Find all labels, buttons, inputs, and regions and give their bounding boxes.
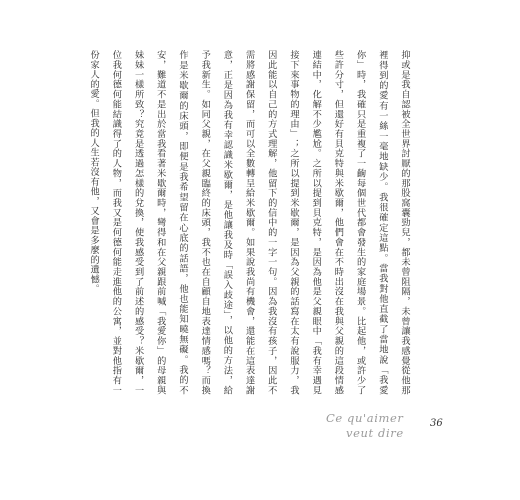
page-number: 36 [430,418,443,429]
paragraph: 抑或是我自認被全世界討厭的那股窩囊勁兒，都未曾阻隔，未曾讓我感覺從他那裡得到的愛有一絲一毫地缺少。我很確定這點。當我對他直截了當地說「我愛你」時，我確只是重複了一齣每個世代都會發生的家庭場景。比起他，或許少了些許分寸，但還好有貝克特與米歇爾，他們會在不時出沒在我與父親的這段情感連結中，化解不少尷尬。之所以提到貝克特，是因為他是父親眼中「我有幸遇見接下來事物的理由」；之所以提到米歇爾，是因為父親的話寫在太有說服力，我因此能以自己的方式理解，他留下的信中的一字一句。因為我沒有孩子，因此不需將感謝保留，而可以全數轉呈給米歇爾。如果說我尚有機會，還能在這表達謝意，正是因為我有幸認識米歇爾，是他讓我及時「誤入歧途」，以他的方法，給予我新生。如同父親，在父親臨終的床頭，我不也在自顧自地表達情感嗎？而換作是米歇爾的床頭，即便是我希望留在心底的話語，他也能知曉無礙。我的不安，難道不是出於當我看著米歇爾時，彎得和在父親跟前喊「我愛你」的母親與妹妹一樣所致？究竟是透過怎樣的兌換，使我感受到了前述的感受？米歇爾，一位我何德何能結識得了的人物，而我又是何德何能走進他的公寓，並對他指有一份家人的愛。但我的人生若沒有他，又會是多麼的遺憾。 [88,50,410,395]
body-text [82,50,415,395]
running-footer-title [326,411,446,441]
footer-title-line-1: Ce qu'aimer [326,411,404,425]
footer-title-line-2: veut dire [346,426,404,440]
